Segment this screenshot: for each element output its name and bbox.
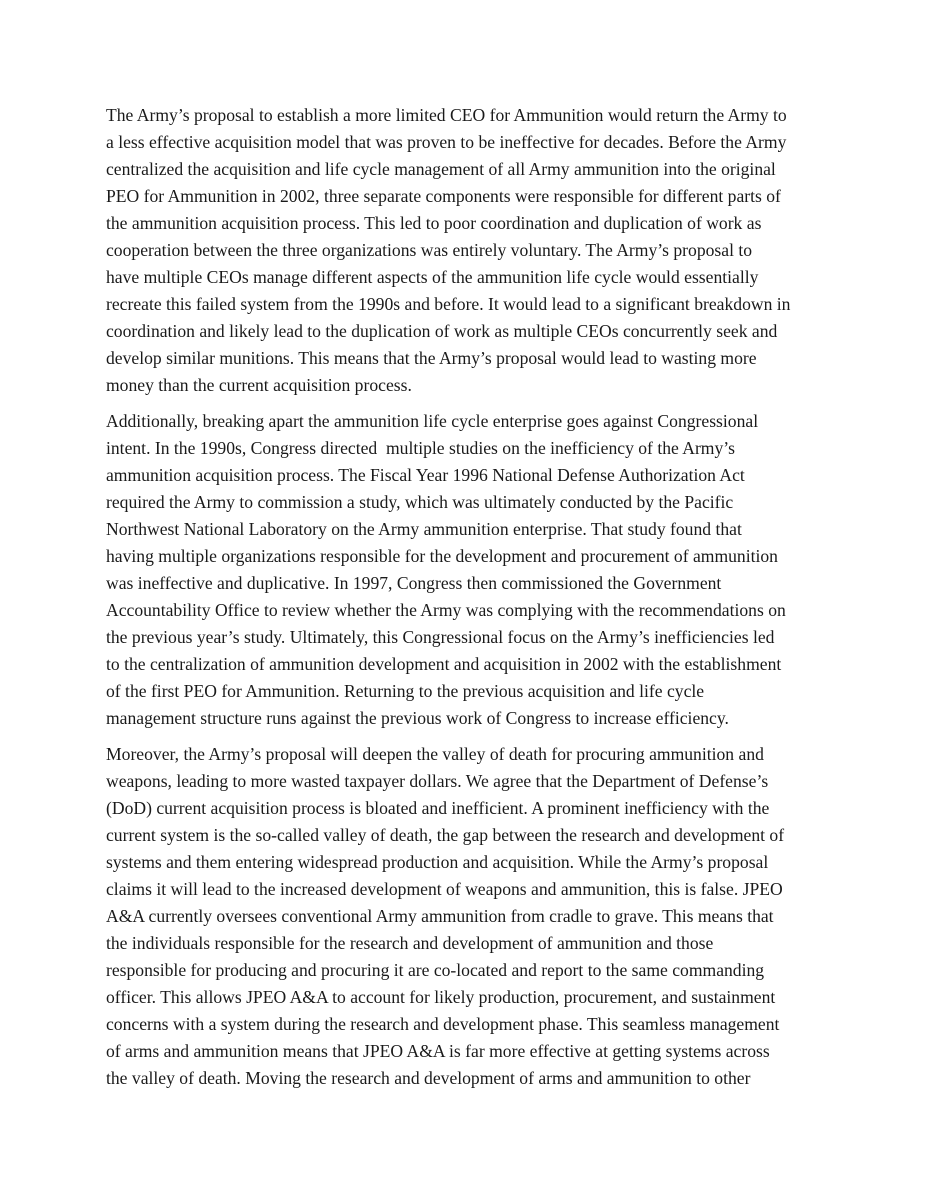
text-line: weapons, leading to more wasted taxpayer dollars. We agree that the Department of Defense’s: [106, 771, 769, 791]
text-line: the valley of death. Moving the research and development of arms and ammunition to other: [106, 1068, 751, 1088]
text-line: a less effective acquisition model that was proven to be ineffective for decades. Before the Army: [106, 132, 787, 152]
text-line: of the first PEO for Ammunition. Returning to the previous acquisition and life cycle: [106, 681, 705, 701]
text-line: The Army’s proposal to establish a more limited CEO for Ammunition would return the Army to: [106, 105, 787, 125]
text-line: current system is the so-called valley of death, the gap between the research and development of: [106, 825, 785, 845]
text-line: recreate this failed system from the 1990s and before. It would lead to a significant breakdown in: [106, 294, 791, 314]
text-line: Moreover, the Army’s proposal will deepen the valley of death for procuring ammunition and: [106, 744, 764, 764]
text-line: centralized the acquisition and life cycle management of all Army ammunition into the original: [106, 159, 776, 179]
paragraph-2: [106, 408, 844, 732]
text-line: develop similar munitions. This means that the Army’s proposal would lead to wasting more: [106, 348, 757, 368]
text-line: responsible for producing and procuring it are co-located and report to the same commanding: [106, 960, 765, 980]
text-line: intent. In the 1990s, Congress directed multiple studies on the inefficiency of the Army’s: [106, 438, 736, 458]
text-line: cooperation between the three organizations was entirely voluntary. The Army’s proposal to: [106, 240, 753, 260]
text-line: was ineffective and duplicative. In 1997, Congress then commissioned the Government: [106, 573, 722, 593]
text-line: the individuals responsible for the research and development of ammunition and those: [106, 933, 714, 953]
text-line: concerns with a system during the research and development phase. This seamless management: [106, 1014, 780, 1034]
text-line: of arms and ammunition means that JPEO A&A is far more effective at getting systems across: [106, 1041, 770, 1061]
text-line: to the centralization of ammunition development and acquisition in 2002 with the establishment: [106, 654, 782, 674]
text-line: (DoD) current acquisition process is bloated and inefficient. A prominent inefficiency with the: [106, 798, 770, 818]
text-line: systems and them entering widespread production and acquisition. While the Army’s proposal: [106, 852, 769, 872]
text-line: the ammunition acquisition process. This led to poor coordination and duplication of work as: [106, 213, 762, 233]
text-line: coordination and likely lead to the duplication of work as multiple CEOs concurrently seek and: [106, 321, 778, 341]
text-line: A&A currently oversees conventional Army ammunition from cradle to grave. This means that: [106, 906, 774, 926]
text-line: having multiple organizations responsible for the development and procurement of ammunition: [106, 546, 778, 566]
paragraph-3: [106, 741, 844, 1092]
text-line: money than the current acquisition process.: [106, 375, 412, 395]
text-line: ammunition acquisition process. The Fiscal Year 1996 National Defense Authorization Act: [106, 465, 745, 485]
text-line: Accountability Office to review whether the Army was complying with the recommendations on: [106, 600, 786, 620]
text-line: Northwest National Laboratory on the Army ammunition enterprise. That study found that: [106, 519, 742, 539]
text-line: have multiple CEOs manage different aspects of the ammunition life cycle would essentially: [106, 267, 759, 287]
paragraph-1: [106, 102, 844, 399]
text-line: Additionally, breaking apart the ammunition life cycle enterprise goes against Congressional: [106, 411, 759, 431]
text-line: the previous year’s study. Ultimately, this Congressional focus on the Army’s inefficiencies led: [106, 627, 775, 647]
text-line: officer. This allows JPEO A&A to account for likely production, procurement, and sustainment: [106, 987, 776, 1007]
text-line: management structure runs against the previous work of Congress to increase efficiency.: [106, 708, 729, 728]
document-body: [106, 102, 844, 1092]
text-line: claims it will lead to the increased development of weapons and ammunition, this is false. JPEO: [106, 879, 783, 899]
text-line: PEO for Ammunition in 2002, three separate components were responsible for different parts of: [106, 186, 781, 206]
text-line: required the Army to commission a study, which was ultimately conducted by the Pacific: [106, 492, 734, 512]
